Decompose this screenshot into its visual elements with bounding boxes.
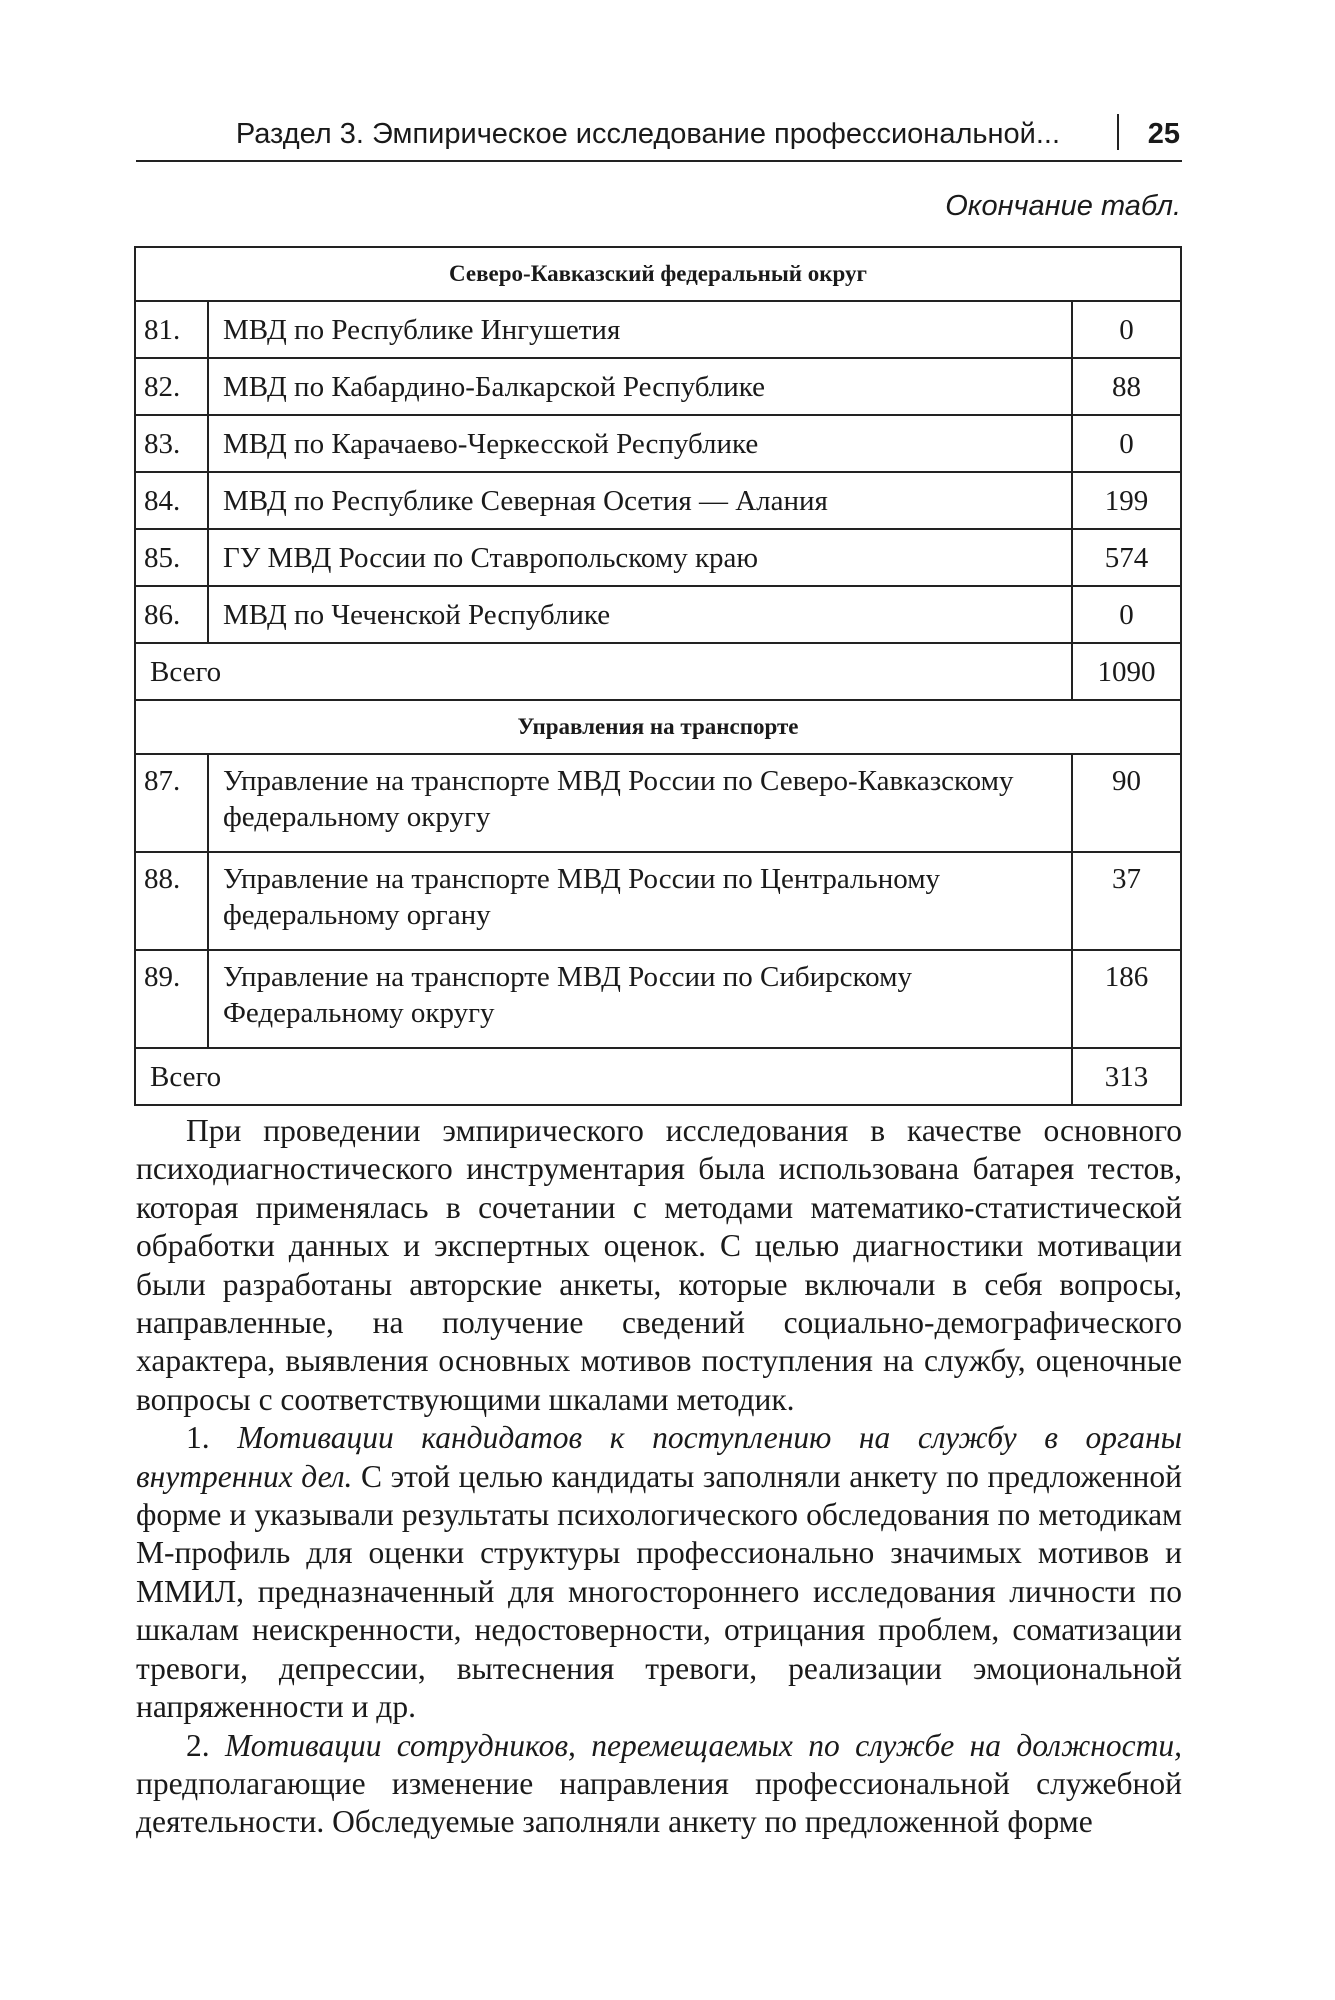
row-value: 0 xyxy=(1072,301,1181,358)
total-label: Всего xyxy=(135,643,1072,700)
row-name: Управление на транспорте МВД России по Сибирскому Федеральному округу xyxy=(208,950,1072,1048)
section-header-row xyxy=(135,247,1181,301)
table-row xyxy=(135,358,1181,415)
page-number: 25 xyxy=(1147,118,1180,150)
section-title: Северо-Кавказский федеральный округ xyxy=(135,247,1181,301)
row-value: 0 xyxy=(1072,586,1181,643)
row-value: 186 xyxy=(1072,950,1181,1048)
item-number: 1. xyxy=(186,1420,210,1456)
total-value: 313 xyxy=(1072,1048,1181,1105)
table-row xyxy=(135,586,1181,643)
row-number: 88. xyxy=(135,852,208,950)
row-number: 85. xyxy=(135,529,208,586)
row-number: 89. xyxy=(135,950,208,1048)
numbered-item xyxy=(136,1727,1182,1842)
table-row xyxy=(135,754,1181,852)
row-number: 81. xyxy=(135,301,208,358)
item-text: С этой целью кандидаты заполняли анкету по предложенной форме и указывали результаты психологического обследования по методикам М-профиль для оценки структуры профессионально значимых мотивов и ММИЛ, предназначенный для многостороннего исследования личности по шкалам неискренности, недостоверности, отрицания проблем, соматизации тревоги, депрессии, вытеснения тревоги, реализации эмоциональной напряженности и др. xyxy=(136,1458,1183,1725)
row-value: 199 xyxy=(1072,472,1181,529)
total-value: 1090 xyxy=(1072,643,1181,700)
item-title: Мотивации кандидатов к поступлению на службу в органы внутренних дел. xyxy=(136,1420,1183,1494)
table-row xyxy=(135,415,1181,472)
body-text xyxy=(136,1112,1182,1842)
table-row xyxy=(135,472,1181,529)
row-number: 84. xyxy=(135,472,208,529)
row-number: 83. xyxy=(135,415,208,472)
table-row xyxy=(135,529,1181,586)
total-label: Всего xyxy=(135,1048,1072,1105)
row-value: 37 xyxy=(1072,852,1181,950)
row-name: МВД по Республике Северная Осетия — Алания xyxy=(208,472,1072,529)
row-name: МВД по Карачаево-Черкесской Республике xyxy=(208,415,1072,472)
row-value: 0 xyxy=(1072,415,1181,472)
running-header xyxy=(136,108,1182,162)
row-number: 86. xyxy=(135,586,208,643)
row-value: 88 xyxy=(1072,358,1181,415)
data-table xyxy=(134,246,1182,1106)
row-number: 87. xyxy=(135,754,208,852)
row-number: 82. xyxy=(135,358,208,415)
row-value: 574 xyxy=(1072,529,1181,586)
section-header-row xyxy=(135,700,1181,754)
table-row xyxy=(135,950,1181,1048)
row-value: 90 xyxy=(1072,754,1181,852)
row-name: Управление на транспорте МВД России по Центральному федеральному органу xyxy=(208,852,1072,950)
running-header-title: Раздел 3. Эмпирическое исследование профессиональной... xyxy=(235,118,1060,150)
row-name: МВД по Чеченской Республике xyxy=(208,586,1072,643)
numbered-item xyxy=(136,1419,1182,1726)
item-title: Мотивации сотрудников, перемещаемых по службе на должности, xyxy=(224,1727,1182,1763)
paragraph: При проведении эмпирического исследования в качестве основного психодиагностического инструментария была использована батарея тестов, которая применялась в сочетании с методами математико-статистической обработки данных и экспертных оценок. С целью диагностики мотивации были разработаны авторские анкеты, которые включали в себя вопросы, направленные, на получение сведений социально-демографического характера, выявления основных мотивов поступления на службу, оценочные вопросы с соответствующими шкалами методик. xyxy=(136,1113,1182,1417)
table-caption: Окончание табл. xyxy=(945,190,1181,222)
item-text: предполагающие изменение направления профессиональной служебной деятельности. Обследуемые заполняли анкету по предложенной форме xyxy=(136,1765,1182,1840)
table-row xyxy=(135,301,1181,358)
total-row xyxy=(135,643,1181,700)
total-row xyxy=(135,1048,1181,1105)
item-number: 2. xyxy=(186,1727,210,1763)
section-title: Управления на транспорте xyxy=(135,700,1181,754)
row-name: Управление на транспорте МВД России по Северо-Кавказскому федеральному округу xyxy=(208,754,1072,852)
row-name: ГУ МВД России по Ставропольскому краю xyxy=(208,529,1072,586)
row-name: МВД по Кабардино-Балкарской Республике xyxy=(208,358,1072,415)
table-row xyxy=(135,852,1181,950)
row-name: МВД по Республике Ингушетия xyxy=(208,301,1072,358)
header-separator xyxy=(1117,114,1119,150)
